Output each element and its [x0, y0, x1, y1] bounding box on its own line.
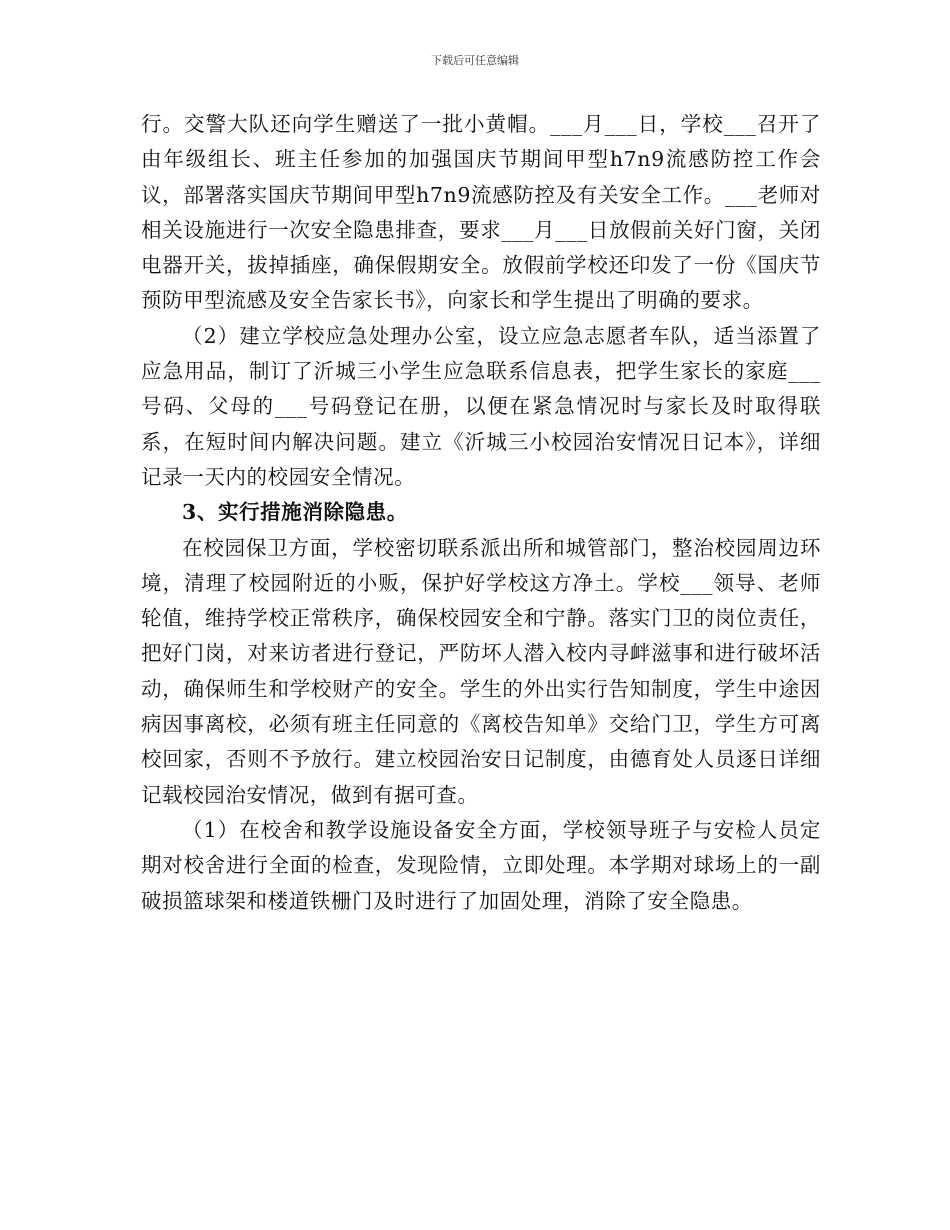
paragraph-emergency-office: （2）建立学校应急处理办公室，设立应急志愿者车队，适当添置了应急用品，制订了沂城三小学生应急联系信息表，把学生家长的家庭___号码、父母的___号码登记在册，以便在紧急情况时与家长及时取得联系，在短时间内解决问题。建立《沂城三小校园治安情况日记本》，详细记录一天内的校园安全情况。	[141, 323, 821, 489]
page-header: 下载后可任意编辑	[431, 54, 519, 67]
paragraph-facility-safety: （1）在校舍和教学设施设备安全方面，学校领导班子与安检人员定期对校舍进行全面的检查，发现险情，立即处理。本学期对球场上的一副破损篮球架和楼道铁栅门及时进行了加固处理，消除了安全隐患。	[141, 817, 821, 913]
section-heading: 3、实行措施消除隐患。	[182, 500, 408, 525]
document-body	[141, 107, 821, 919]
paragraph-campus-security: 在校园保卫方面，学校密切联系派出所和城管部门，整治校园周边环境，清理了校园附近的小贩，保护好学校这方净土。学校___领导、老师轮值，维持学校正常秩序，确保校园安全和宁静。落实门卫的岗位责任，把好门岗，对来访者进行登记，严防坏人潜入校内寻衅滋事和进行破坏活动，确保师生和学校财产的安全。学生的外出实行告知制度，学生中途因病因事离校，必须有班主任同意的《离校告知单》交给门卫，学生方可离校回家，否则不予放行。建立校园治安日记制度，由德育处人员逐日详细记载校园治安情况，做到有据可查。	[141, 535, 821, 807]
paragraph-continuation: 行。交警大队还向学生赠送了一批小黄帽。___月___日，学校___召开了由年级组长、班主任参加的加强国庆节期间甲型h7n9流感防控工作会议，部署落实国庆节期间甲型h7n9流感防控及有关安全工作。___老师对相关设施进行一次安全隐患排查，要求___月___日放假前关好门窗，关闭电器开关，拔掉插座，确保假期安全。放假前学校还印发了一份《国庆节预防甲型流感及安全告家长书》，向家长和学生提出了明确的要求。	[141, 112, 821, 313]
